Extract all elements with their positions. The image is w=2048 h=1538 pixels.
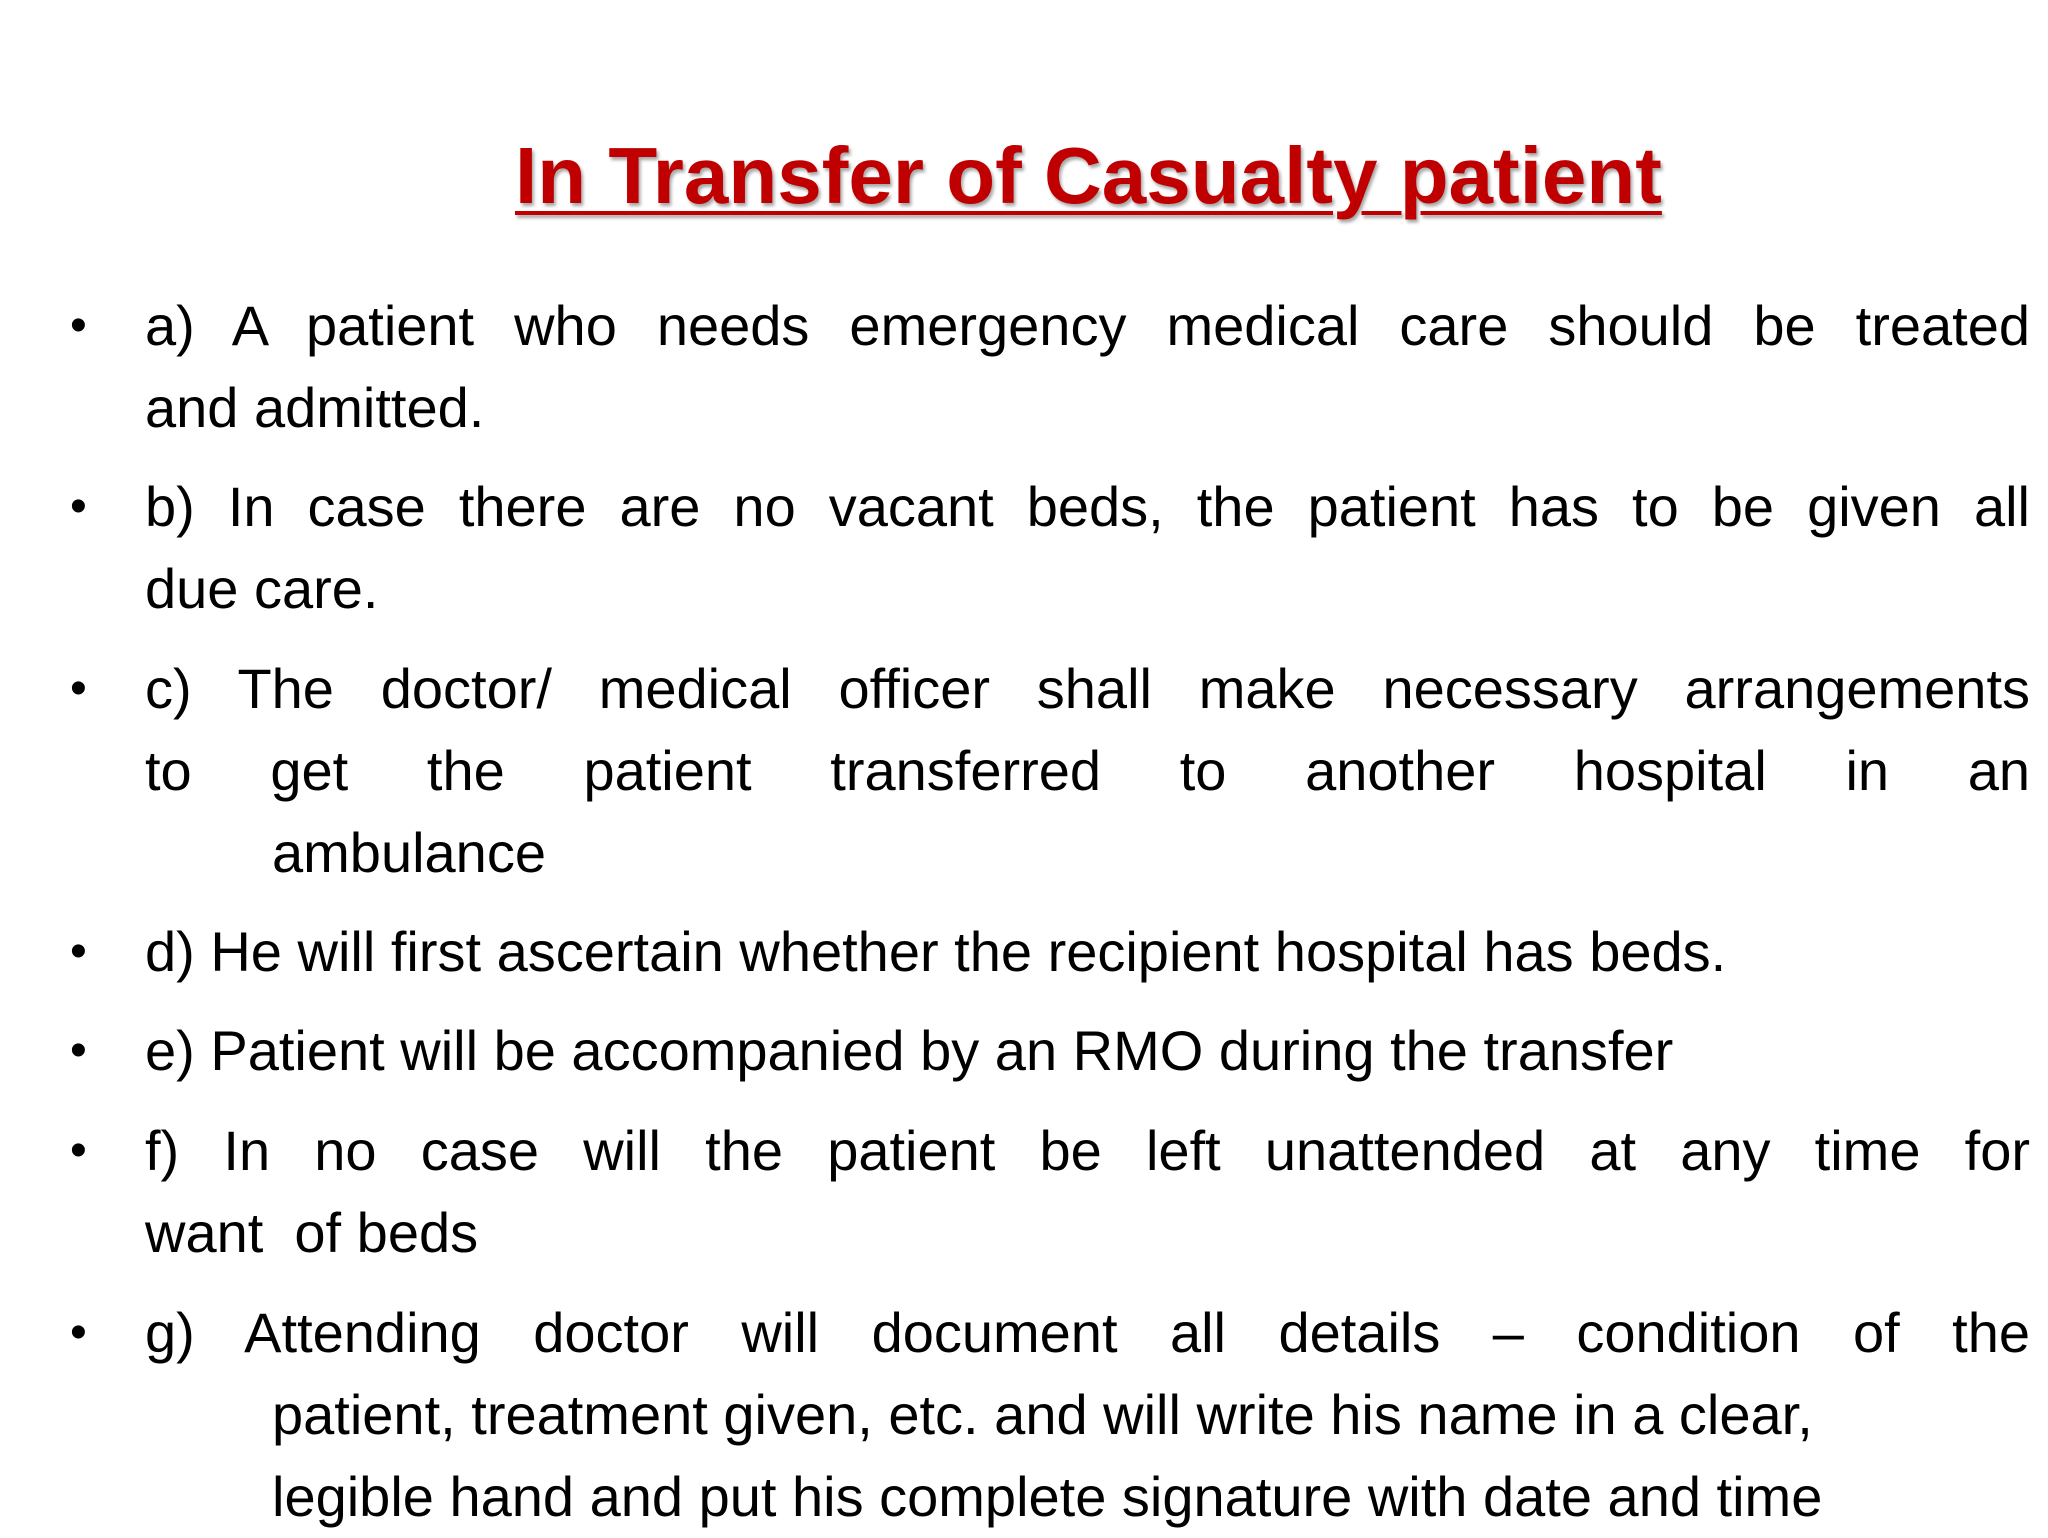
- slide-title: In Transfer of Casualty patient: [515, 131, 1662, 220]
- bullet-icon: •: [70, 299, 87, 352]
- list-item-line: [145, 285, 2030, 367]
- list-item: [70, 285, 2030, 449]
- list-item-label: f): [145, 1119, 180, 1182]
- list-item: [70, 1110, 2030, 1274]
- list-item-text: Attending doctor will document all details – condition of the: [244, 1301, 2030, 1364]
- list-item-line: [145, 911, 2030, 993]
- list-item-text: legible hand and put his complete signature with date and time: [272, 1465, 1823, 1528]
- bullet-icon: •: [70, 662, 87, 715]
- bullet-icon: •: [70, 1306, 87, 1359]
- list-item-text: want of beds: [145, 1201, 479, 1264]
- bullet-icon: •: [70, 1024, 87, 1077]
- list-item-text: patient, treatment given, etc. and will write his name in a clear,: [272, 1383, 1813, 1446]
- list-item-text: A patient who needs emergency medical care should be treated: [231, 294, 2030, 357]
- list-item-text: and admitted.: [145, 376, 485, 439]
- list-item: [70, 648, 2030, 894]
- list-item: [70, 466, 2030, 630]
- bullet-icon: •: [70, 925, 87, 978]
- list-item-line: [145, 466, 2030, 548]
- list-item-label: e): [145, 1019, 195, 1082]
- list-item-label: a): [145, 294, 195, 357]
- list-item: [70, 1010, 2030, 1092]
- bullet-icon: •: [70, 1124, 87, 1177]
- list-item-line: [145, 1292, 2030, 1374]
- list-item-text: Patient will be accompanied by an RMO during the transfer: [210, 1019, 1674, 1082]
- list-item-text: In no case will the patient be left unattended at any time for: [223, 1119, 2030, 1182]
- list-item-text: to get the patient transferred to another hospital in an: [145, 739, 2030, 802]
- list-item-text: ambulance: [272, 821, 546, 884]
- list-item: [70, 911, 2030, 993]
- list-item-label: g): [145, 1301, 195, 1364]
- list-item-text: due care.: [145, 557, 379, 620]
- list-item-label: b): [145, 475, 195, 538]
- list-item-line: [145, 1110, 2030, 1192]
- list-item-label: d): [145, 920, 195, 983]
- list-item: [70, 1292, 2030, 1538]
- bullet-icon: •: [70, 480, 87, 533]
- list-item-text: In case there are no vacant beds, the patient has to be given all: [227, 475, 2030, 538]
- list-item-line: [145, 1010, 2030, 1092]
- list-item-text: He will first ascertain whether the recipient hospital has beds.: [210, 920, 1727, 983]
- list-item-text: The doctor/ medical officer shall make necessary arrangements: [237, 657, 2030, 720]
- list-item-line: [145, 648, 2030, 730]
- list-item-label: c): [145, 657, 192, 720]
